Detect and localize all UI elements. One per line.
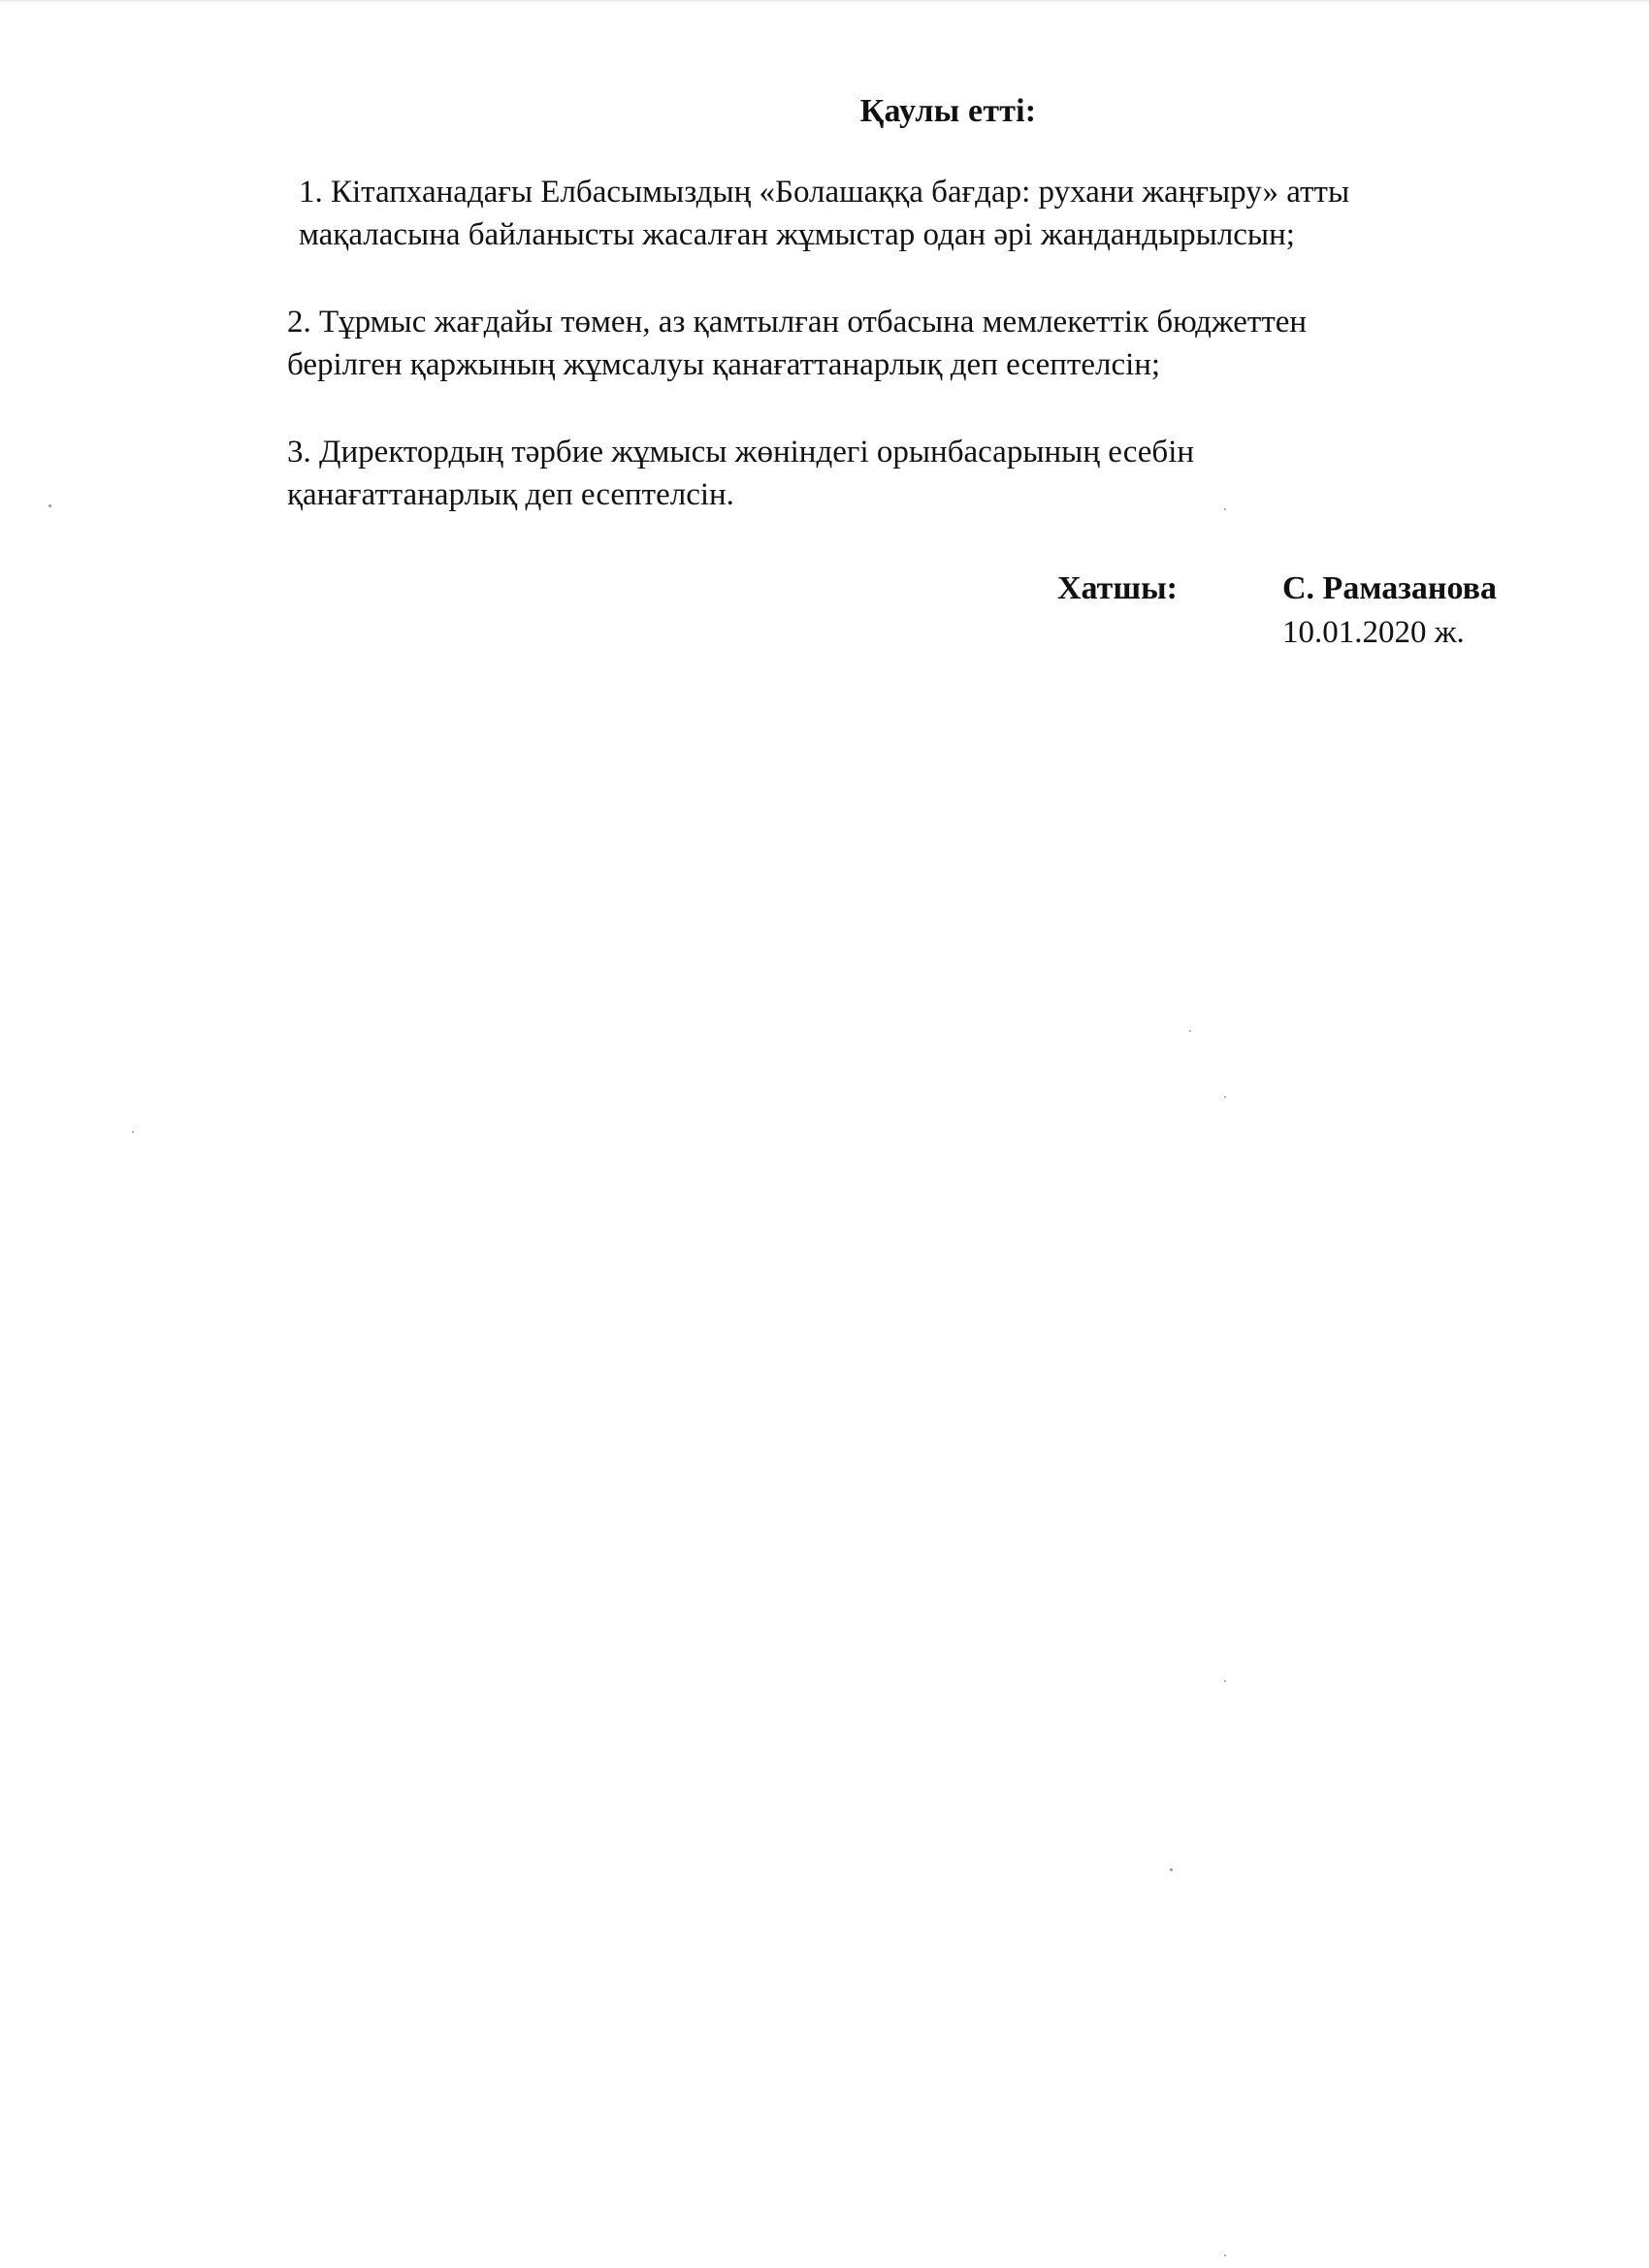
scan-speck [1224,508,1226,510]
scan-speck [48,504,51,507]
scan-edge [0,0,1649,3]
signature-date: 10.01.2020 ж. [1282,615,1465,650]
resolution-item-2 [287,301,1548,386]
signature-block [1057,570,1497,607]
resolution-item-3 [287,431,1548,516]
item-3-line-1: 3. Директордың тәрбие жұмысы жөніндегі орынбасарының есебін [287,435,1195,470]
signature-role: Хатшы: [1057,570,1178,606]
item-2-line-2: берілген қаржының жұмсалуы қанағаттанарлық деп есептелсін; [287,347,1161,382]
scan-speck [132,1131,134,1133]
item-1-line-1: 1. Кітапханадағы Елбасымыздың «Болашаққа бағдар: рухани жаңғыру» атты [299,175,1350,210]
scan-speck [1224,1096,1226,1098]
scan-speck [1170,1868,1173,1871]
scan-speck [1224,1680,1226,1682]
scan-speck [1189,1030,1191,1032]
resolution-list [287,171,1548,561]
scan-speck [1224,2254,1226,2256]
item-1-line-2: мақаласына байланысты жасалған жұмыстар одан әрі жандандырылсын; [299,217,1295,252]
item-3-line-2: қанағаттанарлық деп есептелсін. [287,477,734,512]
resolution-heading: Қаулы етті: [859,93,1037,129]
resolution-item-1 [287,171,1548,256]
signature-name: С. Рамазанова [1282,570,1498,606]
item-2-line-1: 2. Тұрмыс жағдайы төмен, аз қамтылған отбасына мемлекеттік бюджеттен [287,305,1308,340]
